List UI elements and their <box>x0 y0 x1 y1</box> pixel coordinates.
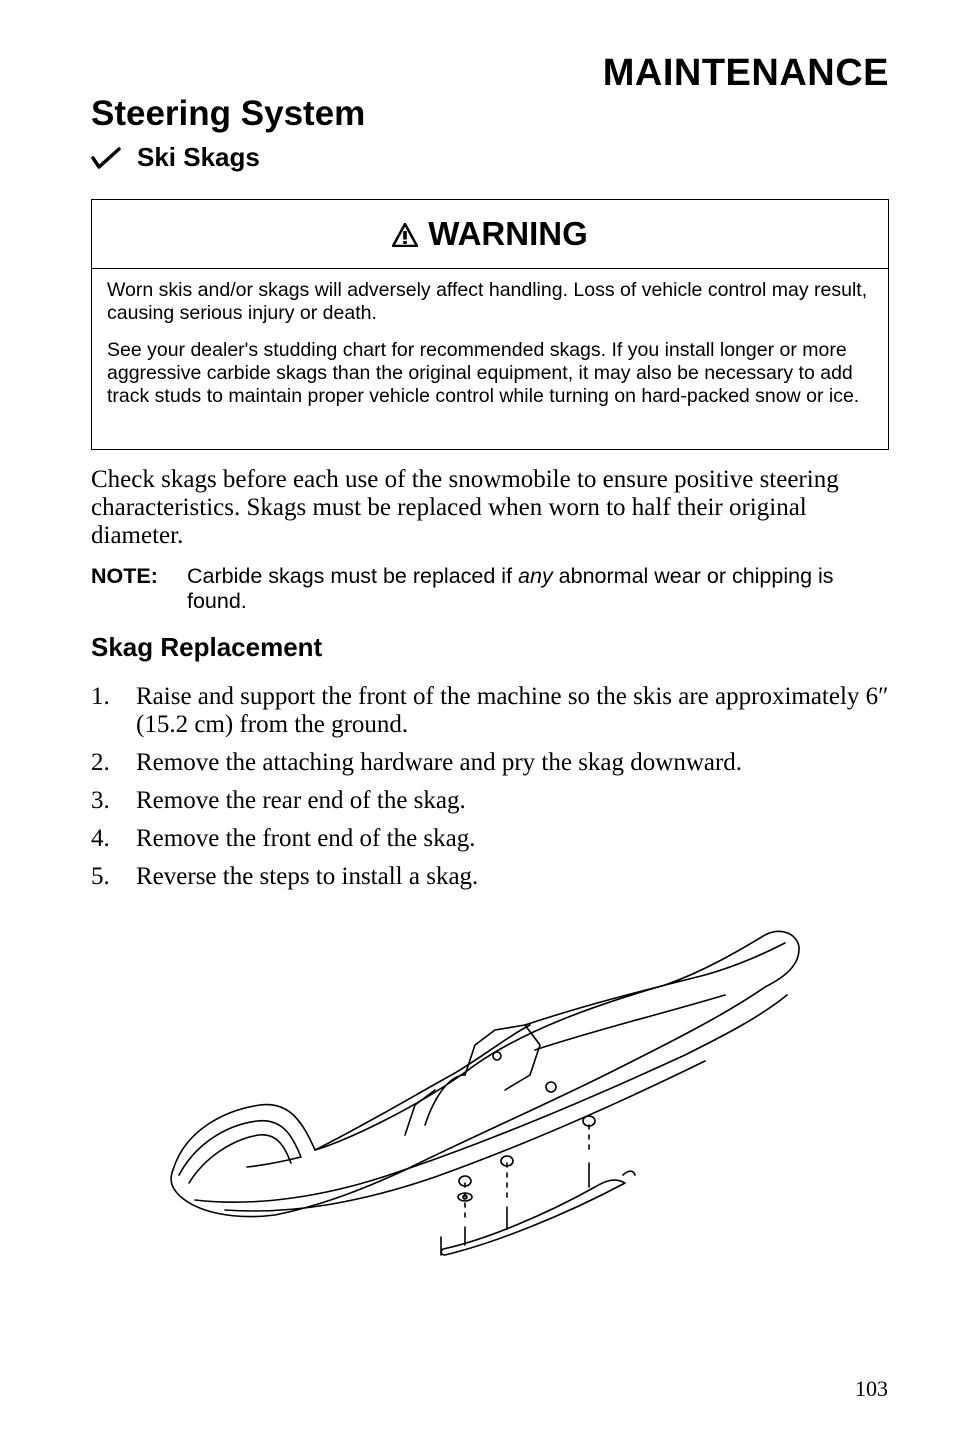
ski-body <box>171 931 799 1216</box>
step-item <box>91 863 891 891</box>
warning-box <box>91 199 889 450</box>
warning-heading: WARNING <box>428 215 588 252</box>
skag-replacement-heading: Skag Replacement <box>91 632 323 662</box>
warning-paragraph: See your dealer's studding chart for recommended skags. If you install longer or more aggressive carbide skags than the original equipment, it may also be necessary to add track studs to maintain proper vehicle control while turning on hard-packed snow or ice. <box>107 339 860 407</box>
section-header: MAINTENANCE <box>602 52 889 94</box>
note-label: NOTE: <box>91 564 158 588</box>
step-item <box>91 787 891 815</box>
subheading-label: Ski Skags <box>137 142 260 172</box>
warning-triangle-icon <box>392 223 418 247</box>
step-text: Remove the front end of the skag. <box>136 825 476 852</box>
note-text-after: abnormal wear or chipping is found. <box>187 564 834 613</box>
page-number: 103 <box>855 1376 888 1401</box>
step-text: Remove the attaching hardware and pry the skag downward. <box>136 749 743 776</box>
step-number: 5. <box>91 863 110 890</box>
warning-paragraph: Worn skis and/or skags will adversely affect handling. Loss of vehicle control may result, causing serious injury or death. <box>107 279 868 324</box>
note-emphasis: any <box>518 564 553 588</box>
subheading-ski-skags <box>91 142 260 173</box>
step-number: 4. <box>91 825 110 852</box>
steps-list <box>91 683 891 901</box>
step-text: Remove the rear end of the skag. <box>136 787 466 814</box>
body-paragraph: Check skags before each use of the snowmobile to ensure positive steering characteristics. Skags must be replaced when worn to half their original diameter. <box>91 466 839 549</box>
step-item <box>91 749 891 777</box>
step-number: 3. <box>91 787 110 814</box>
ski-skag-illustration <box>165 925 805 1265</box>
step-item <box>91 683 891 739</box>
warning-header <box>92 200 888 269</box>
page-title: Steering System <box>91 94 366 133</box>
checkmark-icon <box>91 147 121 169</box>
step-text: Raise and support the front of the machine so the skis are approximately 6″ (15.2 cm) from the ground. <box>136 683 889 738</box>
ski-tip-loop <box>179 1121 301 1175</box>
note-text <box>187 564 887 614</box>
step-number: 1. <box>91 683 110 710</box>
skag-bar <box>441 1180 625 1255</box>
note-text-before: Carbide skags must be replaced if <box>187 564 519 588</box>
ski-keel <box>195 995 787 1202</box>
step-item <box>91 825 891 853</box>
step-text: Reverse the steps to install a skag. <box>136 863 479 890</box>
step-number: 2. <box>91 749 110 776</box>
